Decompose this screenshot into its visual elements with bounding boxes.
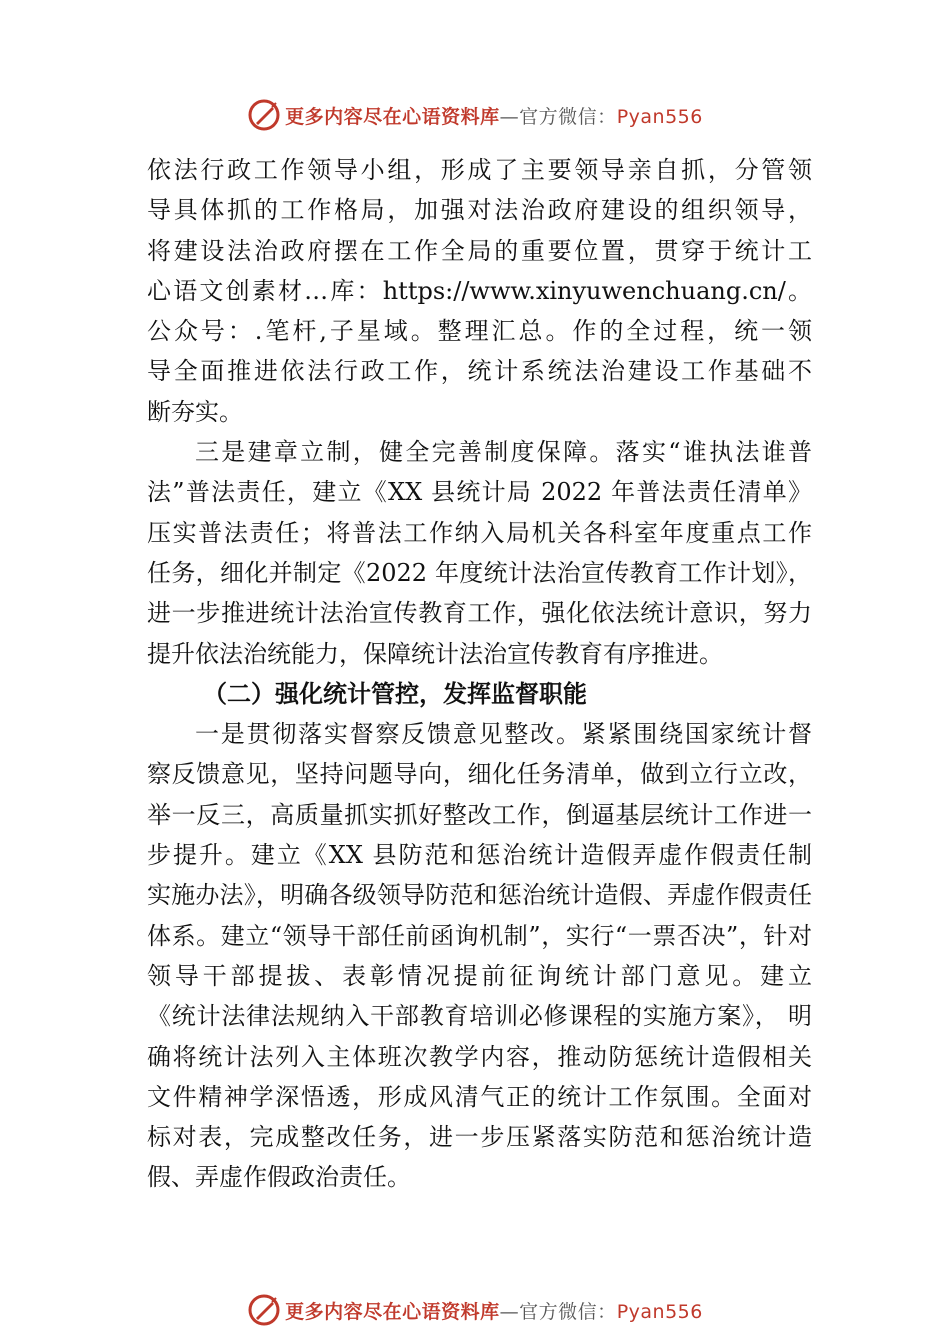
section-heading: （二）强化统计管控，发挥监督职能 xyxy=(203,678,587,708)
pen-circle-icon xyxy=(247,1293,281,1327)
text-line: 文件精神学深悟透，形成风清气正的统计工作氛围。全面对 xyxy=(147,1082,812,1111)
text-line: 法”普法责任，建立《XX 县统计局 2022 年普法责任清单》 xyxy=(147,478,812,507)
text-line: 体系。建立“领导干部任前函询机制”，实行“一票否决”，针对 xyxy=(147,921,812,950)
text-line: 领导干部提拔、表彰情况提前征询统计部门意见。建立 xyxy=(147,961,812,990)
banner-wechat-id: Pyan556 xyxy=(616,105,703,128)
text-line: 任务，细化并制定《2022 年度统计法治宣传教育工作计划》， xyxy=(147,558,812,587)
header-banner xyxy=(0,95,950,135)
text-line: 导全面推进依法行政工作，统计系统法治建设工作基础不 xyxy=(147,357,812,386)
banner-text xyxy=(285,1297,703,1324)
text-line: 察反馈意见，坚持问题导向，细化任务清单，做到立行立改， xyxy=(147,760,812,789)
banner-wechat-id: Pyan556 xyxy=(616,1300,703,1323)
text-line: 断夯实。 xyxy=(147,397,243,426)
paragraph-start: 一是贯彻落实督察反馈意见整改。紧紧围绕国家统计督 xyxy=(195,720,812,749)
text-line: 实施办法》，明确各级领导防范和惩治统计造假、弄虚作假责任 xyxy=(147,881,812,910)
text-line: 依法行政工作领导小组，形成了主要领导亲自抓，分管领 xyxy=(147,156,812,184)
text-line: 确将统计法列入主体班次教学内容，推动防惩统计造假相关 xyxy=(147,1042,812,1071)
pen-circle-icon xyxy=(247,98,281,132)
banner-text xyxy=(285,102,703,129)
document-body xyxy=(147,150,812,1198)
banner-title: 更多内容尽在心语资料库 xyxy=(285,1300,500,1323)
text-line: 进一步推进统计法治宣传教育工作，强化依法统计意识，努力 xyxy=(147,599,812,628)
text-line: 导具体抓的工作格局，加强对法治政府建设的组织领导， xyxy=(147,196,812,225)
footer-banner xyxy=(0,1290,950,1330)
text-line: 提升依法治统能力，保障统计法治宣传教育有序推进。 xyxy=(147,639,723,668)
paragraph-start: 三是建章立制，健全完善制度保障。落实“谁执法谁普 xyxy=(195,438,812,467)
banner-wechat-label: 官方微信： xyxy=(519,1300,617,1323)
text-line: 《统计法律法规纳入干部教育培训必修课程的实施方案》， 明 xyxy=(147,1002,812,1031)
text-line: 公众号：.笔杆,子星域。整理汇总。作的全过程，统一领 xyxy=(147,317,812,346)
banner-dash: — xyxy=(499,105,520,128)
text-line: 标对表，完成整改任务，进一步压紧落实防范和惩治统计造 xyxy=(147,1123,812,1152)
text-line: 假、弄虚作假政治责任。 xyxy=(147,1163,411,1192)
text-line: 将建设法治政府摆在工作全局的重要位置，贯穿于统计工 xyxy=(147,236,812,265)
text-line: 步提升。建立《XX 县防范和惩治统计造假弄虚作假责任制 xyxy=(147,841,812,870)
banner-dash: — xyxy=(499,1300,520,1323)
text-line: 举一反三，高质量抓实抓好整改工作，倒逼基层统计工作进一 xyxy=(147,800,812,829)
banner-title: 更多内容尽在心语资料库 xyxy=(285,105,500,128)
text-line: 压实普法责任；将普法工作纳入局机关各科室年度重点工作 xyxy=(147,518,812,547)
banner-wechat-label: 官方微信： xyxy=(519,105,617,128)
text-line: 心语文创素材…库：https://www.xinyuwenchuang.cn/。 xyxy=(147,276,812,305)
